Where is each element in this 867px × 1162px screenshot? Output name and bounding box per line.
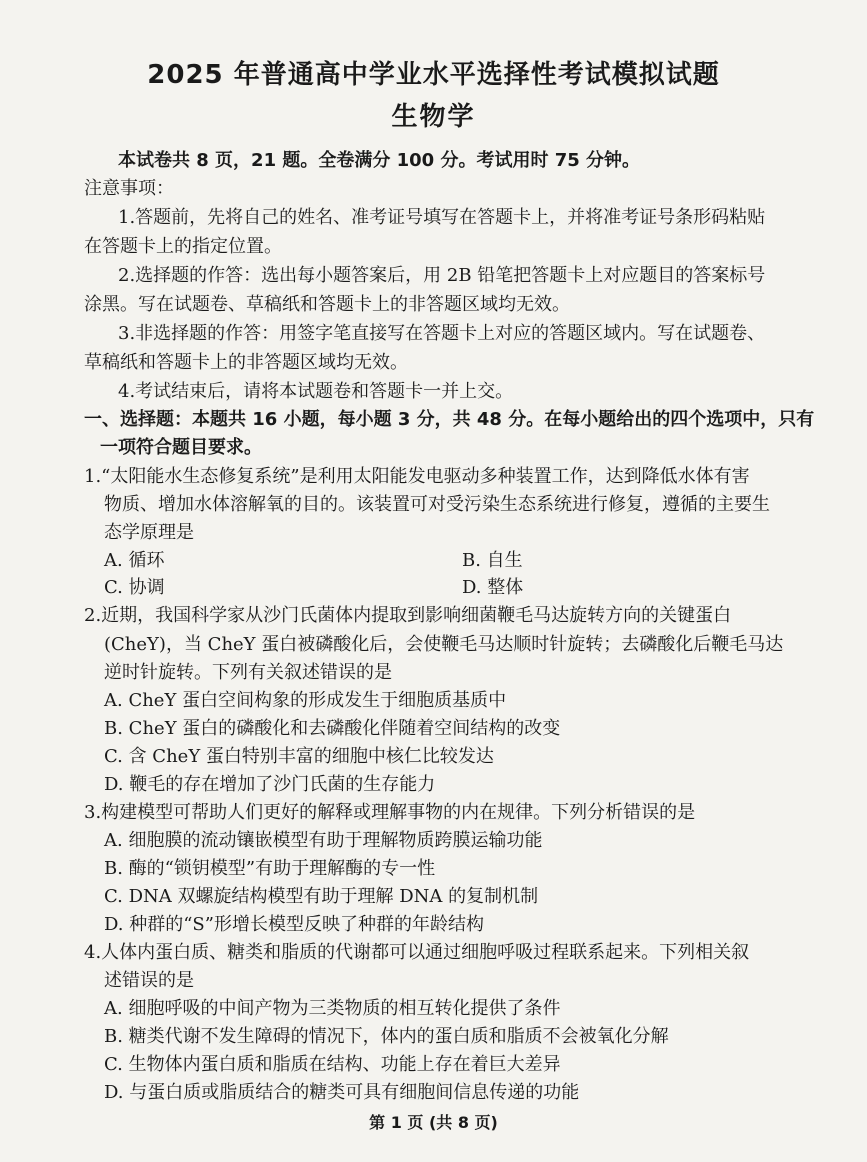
question-3-option-c: C. DNA 双螺旋结构模型有助于理解 DNA 的复制机制 xyxy=(104,886,539,907)
question-2-stem: 逆时针旋转。下列有关叙述错误的是 xyxy=(104,662,392,683)
question-3-stem: 3.构建模型可帮助人们更好的解释或理解事物的内在规律。下列分析错误的是 xyxy=(84,802,696,823)
page-footer: 第 1 页 (共 8 页) xyxy=(369,1113,498,1132)
question-1-stem: 态学原理是 xyxy=(104,522,194,543)
section-heading-cont: 一项符合题目要求。 xyxy=(100,437,262,458)
question-3-option-d: D. 种群的“S”形增长模型反映了种群的年龄结构 xyxy=(104,914,484,935)
question-2-option-b: B. CheY 蛋白的磷酸化和去磷酸化伴随着空间结构的改变 xyxy=(104,718,561,739)
exam-title: 2025 年普通高中学业水平选择性考试模拟试题 xyxy=(147,60,720,90)
notice-line: 涂黑。写在试题卷、草稿纸和答题卡上的非答题区域均无效。 xyxy=(84,294,570,315)
notice-line: 2.选择题的作答：选出每小题答案后，用 2B 铅笔把答题卡上对应题目的答案标号 xyxy=(118,265,766,286)
notice-line: 3.非选择题的作答：用签字笔直接写在答题卡上对应的答题区域内。写在试题卷、 xyxy=(118,323,766,344)
exam-summary: 本试卷共 8 页，21 题。全卷满分 100 分。考试用时 75 分钟。 xyxy=(118,150,641,171)
notice-line: 草稿纸和答题卡上的非答题区域均无效。 xyxy=(84,352,408,373)
question-2-stem: (CheY)，当 CheY 蛋白被磷酸化后，会使鞭毛马达顺时针旋转；去磷酸化后鞭毛马达 xyxy=(104,634,784,655)
question-4-stem: 4.人体内蛋白质、糖类和脂质的代谢都可以通过细胞呼吸过程联系起来。下列相关叙 xyxy=(84,942,750,963)
question-1-option-c: C. 协调 xyxy=(104,577,165,598)
notice-line: 1.答题前，先将自己的姓名、准考证号填写在答题卡上，并将准考证号条形码粘贴 xyxy=(118,207,766,228)
notice-line: 4.考试结束后，请将本试题卷和答题卡一并上交。 xyxy=(118,381,514,402)
question-4-option-b: B. 糖类代谢不发生障碍的情况下，体内的蛋白质和脂质不会被氧化分解 xyxy=(104,1026,669,1047)
section-heading: 一、选择题：本题共 16 小题，每小题 3 分，共 48 分。在每小题给出的四个选项中，只有 xyxy=(84,409,815,430)
question-2-option-d: D. 鞭毛的存在增加了沙门氏菌的生存能力 xyxy=(104,774,436,795)
question-3-option-a: A. 细胞膜的流动镶嵌模型有助于理解物质跨膜运输功能 xyxy=(104,830,543,851)
exam-subject: 生物学 xyxy=(391,102,476,132)
question-1-option-a: A. 循环 xyxy=(104,550,165,571)
question-1-stem: 物质、增加水体溶解氧的目的。该装置可对受污染生态系统进行修复，遵循的主要生 xyxy=(104,494,770,515)
question-1-option-b: B. 自生 xyxy=(462,550,523,571)
question-2-option-a: A. CheY 蛋白空间构象的形成发生于细胞质基质中 xyxy=(104,690,507,711)
notice-line: 在答题卡上的指定位置。 xyxy=(84,236,282,257)
question-4-option-d: D. 与蛋白质或脂质结合的糖类可具有细胞间信息传递的功能 xyxy=(104,1082,580,1103)
question-4-option-a: A. 细胞呼吸的中间产物为三类物质的相互转化提供了条件 xyxy=(104,998,561,1019)
question-3-option-b: B. 酶的“锁钥模型”有助于理解酶的专一性 xyxy=(104,858,436,879)
notice-heading: 注意事项： xyxy=(84,178,174,199)
question-1-stem: 1.“太阳能水生态修复系统”是利用太阳能发电驱动多种装置工作，达到降低水体有害 xyxy=(84,466,750,487)
question-4-option-c: C. 生物体内蛋白质和脂质在结构、功能上存在着巨大差异 xyxy=(104,1054,561,1075)
question-1-option-d: D. 整体 xyxy=(462,577,524,598)
question-2-stem: 2.近期，我国科学家从沙门氏菌体内提取到影响细菌鞭毛马达旋转方向的关键蛋白 xyxy=(84,605,732,626)
question-2-option-c: C. 含 CheY 蛋白特别丰富的细胞中核仁比较发达 xyxy=(104,746,494,767)
question-4-stem: 述错误的是 xyxy=(104,970,194,991)
